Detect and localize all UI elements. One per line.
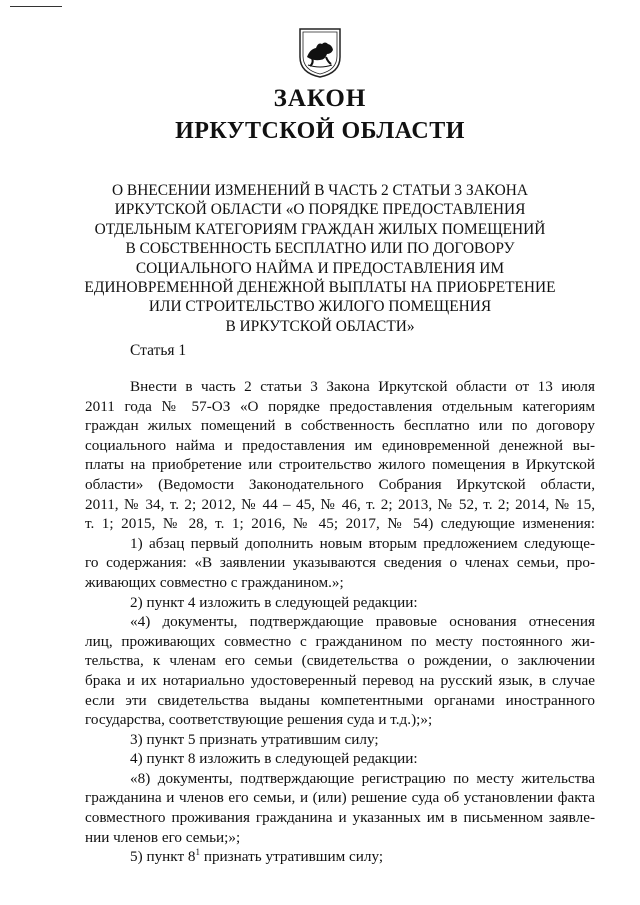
subtitle-line: ОТДЕЛЬНЫМ КАТЕГОРИЯМ ГРАЖДАН ЖИЛЫХ ПОМЕЩЕНИЙ xyxy=(94,220,546,238)
body-line: 2011, № 34, т. 2; 2012, № 44 – 45, № 46, т. 2; 2013, № 52, т. 2; 2014, № 15, xyxy=(85,495,595,513)
body-line: Внести в часть 2 статьи 3 Закона Иркутской области от 13 июля xyxy=(130,378,595,395)
subtitle-line: ИЛИ СТРОИТЕЛЬСТВО ЖИЛОГО ПОМЕЩЕНИЯ xyxy=(148,298,492,316)
body-line: тельства, к членам его семьи (свидетельства о рождении, о заключении xyxy=(85,652,595,670)
body-line: платы на приобретение или строительство жилого помещения в Иркутской xyxy=(85,456,595,474)
subtitle-line: В СОБСТВЕННОСТЬ БЕСПЛАТНО ИЛИ ПО ДОГОВОРУ xyxy=(125,240,515,258)
subtitle-line: О ВНЕСЕНИИ ИЗМЕНЕНИЙ В ЧАСТЬ 2 СТАТЬИ 3 ЗАКОНА xyxy=(111,182,529,199)
body-line: «8) документы, подтверждающие регистрацию по месту жительства xyxy=(130,769,595,787)
body-line: т. 1; 2015, № 28, т. 1; 2016, № 45; 2017, № 54) следующие изменения: xyxy=(85,515,595,533)
scan-corner-mark xyxy=(10,6,62,7)
body-line xyxy=(85,847,595,867)
law-title: ЗАКОН xyxy=(273,85,367,112)
body-line: области» (Ведомости Законодательного Собрания Иркутской области, xyxy=(85,475,595,493)
article-heading: Статья 1 xyxy=(130,342,187,359)
body-line: 3) пункт 5 признать утратившим силу; xyxy=(130,730,379,748)
body-line: 2011 года № 57-ОЗ «О порядке предоставления отдельным категориям xyxy=(85,397,595,415)
body-line: нии членов его семьи;»; xyxy=(85,828,241,846)
superscript: 1 xyxy=(195,847,201,858)
body-line: 4) пункт 8 изложить в следующей редакции: xyxy=(130,750,418,768)
body-line: гражданина и членов его семьи, и (или) решение суда об установлении факта xyxy=(85,789,595,807)
body-line: граждан жилых помещений в собственность бесплатно или по договору xyxy=(85,417,595,435)
subtitle-line: СОЦИАЛЬНОГО НАЙМА И ПРЕДОСТАВЛЕНИЯ ИМ xyxy=(135,259,505,277)
body-line: совместного проживания гражданина и указанных им в письменном заявле- xyxy=(85,809,595,827)
item-prefix: 5) пункт 8 xyxy=(130,848,196,866)
region-title: ИРКУТСКОЙ ОБЛАСТИ xyxy=(175,118,465,144)
article-body xyxy=(85,377,595,867)
body-line: социального найма и предоставления им единовременной денежной вы- xyxy=(85,436,595,454)
body-line: лиц, проживающих совместно с гражданином по месту постоянного жи- xyxy=(85,632,595,650)
law-subtitle xyxy=(80,181,560,336)
body-line: живающих совместно с гражданином.»; xyxy=(85,573,344,591)
subtitle-line: ЕДИНОВРЕМЕННОЙ ДЕНЕЖНОЙ ВЫПЛАТЫ НА ПРИОБРЕТЕНИЕ xyxy=(84,279,556,297)
body-line: «4) документы, подтверждающие правовые основания отнесения xyxy=(130,613,595,631)
coat-of-arms-icon xyxy=(298,27,342,79)
subtitle-line: ИРКУТСКОЙ ОБЛАСТИ «О ПОРЯДКЕ ПРЕДОСТАВЛЕНИЯ xyxy=(114,201,526,219)
subtitle-line: В ИРКУТСКОЙ ОБЛАСТИ» xyxy=(225,317,415,335)
body-line: 2) пункт 4 изложить в следующей редакции: xyxy=(130,593,418,611)
item-text: признать утратившим силу; xyxy=(200,848,384,866)
body-line: 1) абзац первый дополнить новым вторым предложением следующе- xyxy=(130,534,595,552)
body-line: если эти свидетельства выданы компетентными органами иностранного xyxy=(85,691,595,709)
body-line: государства, соответствующие решения суда и т.д.);»; xyxy=(85,711,433,729)
body-line: го содержания: «В заявлении указываются сведения о членах семьи, про- xyxy=(85,554,595,572)
body-line: брака и их нотариально удостоверенный перевод на русский язык, в случае xyxy=(85,671,595,689)
